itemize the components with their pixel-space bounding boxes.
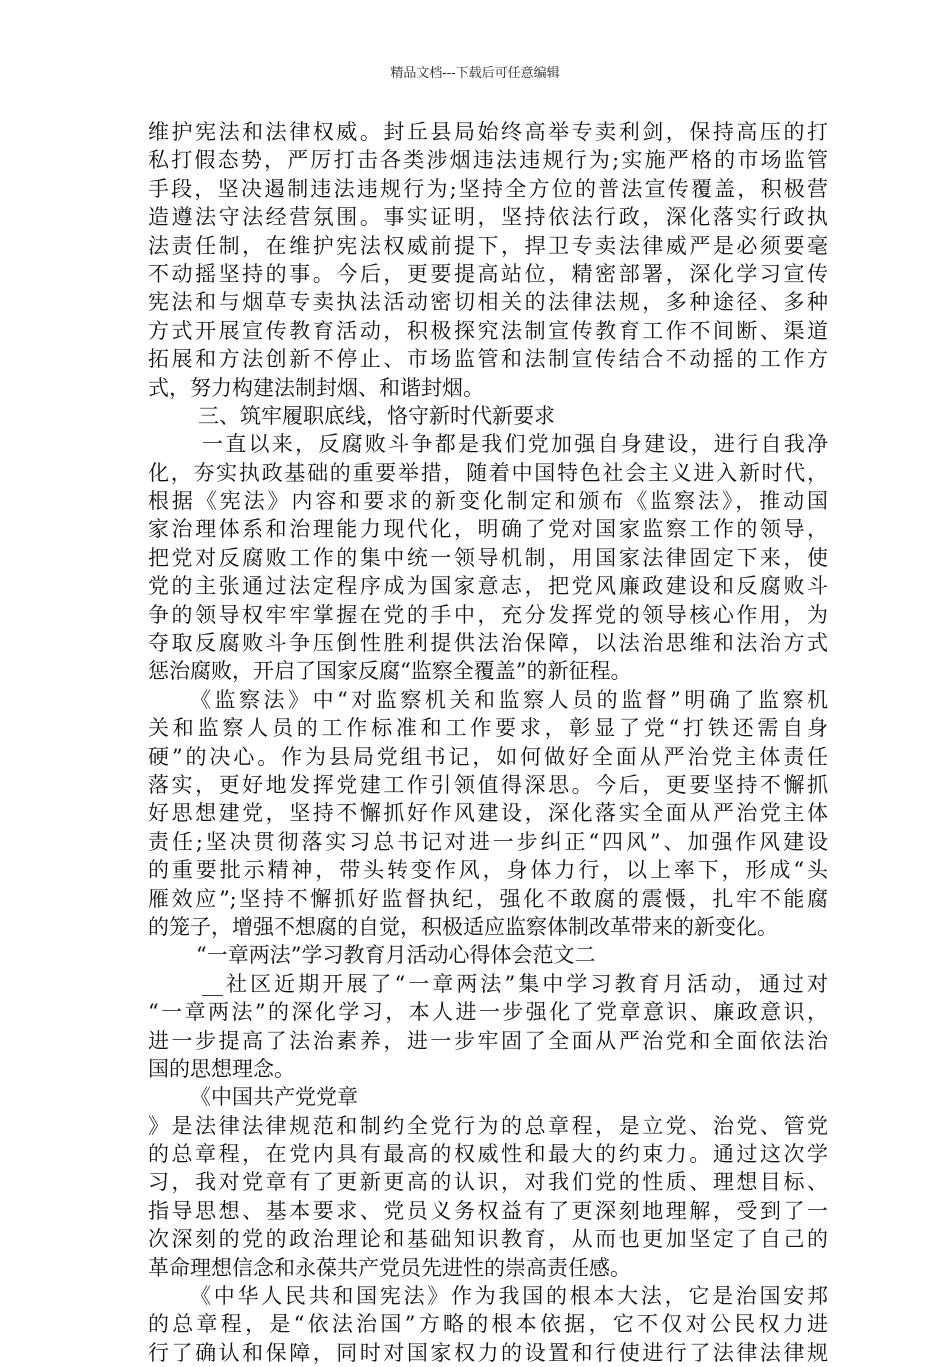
text-line: 法责任制，在维护宪法权威前提下，捍卫专卖法律威严是必须要毫 xyxy=(148,233,828,258)
text-line: 落实，更好地发挥党建工作引领值得深思。今后，更要坚持不懈抓 xyxy=(148,772,828,797)
text-line: 的总章程，在党内具有最高的权威性和最大的约束力。通过这次学 xyxy=(148,1142,828,1167)
text-line: 惩治腐败，开启了国家反腐“监察全覆盖”的新征程。 xyxy=(148,659,632,684)
text-line: 习，我对党章有了更新更高的认识，对我们党的性质、理想目标、 xyxy=(148,1170,828,1195)
text-line: 一直以来，反腐败斗争都是我们党加强自身建设，进行自我净 xyxy=(202,432,828,457)
text-line: “一章两法”的深化学习，本人进一步强化了党章意识、廉政意识， xyxy=(148,1000,828,1025)
text-line: 国的思想理念。 xyxy=(148,1056,295,1081)
text-line: 《监察法》中“对监察机关和监察人员的监督”明确了监察机 xyxy=(190,687,828,712)
text-line: “一章两法”学习教育月活动心得体会范文二 xyxy=(196,943,596,968)
text-line: 手段，坚决遏制违法违规行为;坚持全方位的普法宣传覆盖，积极营 xyxy=(148,176,828,201)
text-line: 三、筑牢履职底线，恪守新时代新要求 xyxy=(198,403,555,428)
text-line: 夺取反腐败斗争压倒性胜利提供法治保障，以法治思维和法治方式 xyxy=(148,631,828,656)
text-line: 家治理体系和治理能力现代化，明确了党对国家监察工作的领导， xyxy=(148,517,828,542)
text-line: 维护宪法和法律权威。封丘县局始终高举专卖利剑，保持高压的打 xyxy=(148,120,828,144)
text-line: 把党对反腐败工作的集中统一领导机制，用国家法律固定下来，使 xyxy=(148,545,828,570)
text-line: 式，努力构建法制封烟、和谐封烟。 xyxy=(148,375,484,400)
text-line: 行了确认和保障，同时对国家权力的设置和行使进行了法律法律规 xyxy=(148,1340,828,1365)
text-line: 的总章程，是“依法治国”方略的根本依据，它不仅对公民权力进 xyxy=(148,1312,828,1337)
text-line: 的重要批示精神，带头转变作风，身体力行，以上率下，形成“头 xyxy=(148,858,828,883)
text-line: 拓展和方法创新不停止、市场监管和法制宣传结合不动摇的工作方 xyxy=(148,347,828,372)
text-line: 》是法律法律规范和制约全党行为的总章程，是立党、治党、管党 xyxy=(148,1113,828,1138)
text-line: 化，夯实执政基础的重要举措，随着中国特色社会主义进入新时代， xyxy=(148,460,828,485)
text-line: 硬”的决心。作为县局党组书记，如何做好全面从严治党主体责任 xyxy=(148,744,828,769)
text-line: 责任;坚决贯彻落实习总书记对进一步纠正“四风”、加强作风建设 xyxy=(148,829,828,854)
text-line: 指导思想、基本要求、党员义务权益有了更深刻地理解，受到了一 xyxy=(148,1198,828,1223)
text-line: 不动摇坚持的事。今后，更要提高站位，精密部署，深化学习宣传 xyxy=(148,261,828,286)
text-line: __社区近期开展了“一章两法”集中学习教育月活动，通过对 xyxy=(202,971,828,996)
document-body xyxy=(148,118,828,1367)
text-line: 的笼子，增强不想腐的自觉，积极适应监察体制改革带来的新变化。 xyxy=(148,914,778,939)
text-line: 雁效应”;坚持不懈抓好监督执纪，强化不敢腐的震慑，扎牢不能腐 xyxy=(148,886,828,911)
text-line: 根据《宪法》内容和要求的新变化制定和颁布《监察法》，推动国 xyxy=(148,489,828,514)
text-line: 革命理想信念和永葆共产党员先进性的崇高责任感。 xyxy=(148,1255,631,1280)
text-line: 《中华人民共和国宪法》作为我国的根本大法，它是治国安邦 xyxy=(190,1284,828,1309)
text-line: 方式开展宣传教育活动，积极探究法制宣传教育工作不间断、渠道 xyxy=(148,318,828,343)
text-line: 好思想建党，坚持不懈抓好作风建设，深化落实全面从严治党主体 xyxy=(148,801,828,826)
text-line: 党的主张通过法定程序成为国家意志，把党风廉政建设和反腐败斗 xyxy=(148,574,828,599)
page-header: 精品文档---下载后可任意编辑 xyxy=(390,66,560,81)
text-line: 进一步提高了法治素养，进一步牢固了全面从严治党和全面依法治 xyxy=(148,1028,828,1053)
text-line: 《中国共产党党章 xyxy=(190,1085,358,1110)
text-line: 次深刻的党的政治理论和基础知识教育，从而也更加坚定了自己的 xyxy=(148,1227,828,1252)
text-line: 造遵法守法经营氛围。事实证明，坚持依法行政，深化落实行政执 xyxy=(148,205,828,230)
text-line: 私打假态势，严厉打击各类涉烟违法违规行为;实施严格的市场监管 xyxy=(148,148,828,173)
text-line: 关和监察人员的工作标准和工作要求，彰显了党“打铁还需自身 xyxy=(148,716,828,741)
text-line: 宪法和与烟草专卖执法活动密切相关的法律法规，多种途径、多种 xyxy=(148,290,828,315)
text-line: 争的领导权牢牢掌握在党的手中，充分发挥党的领导核心作用，为 xyxy=(148,602,828,627)
